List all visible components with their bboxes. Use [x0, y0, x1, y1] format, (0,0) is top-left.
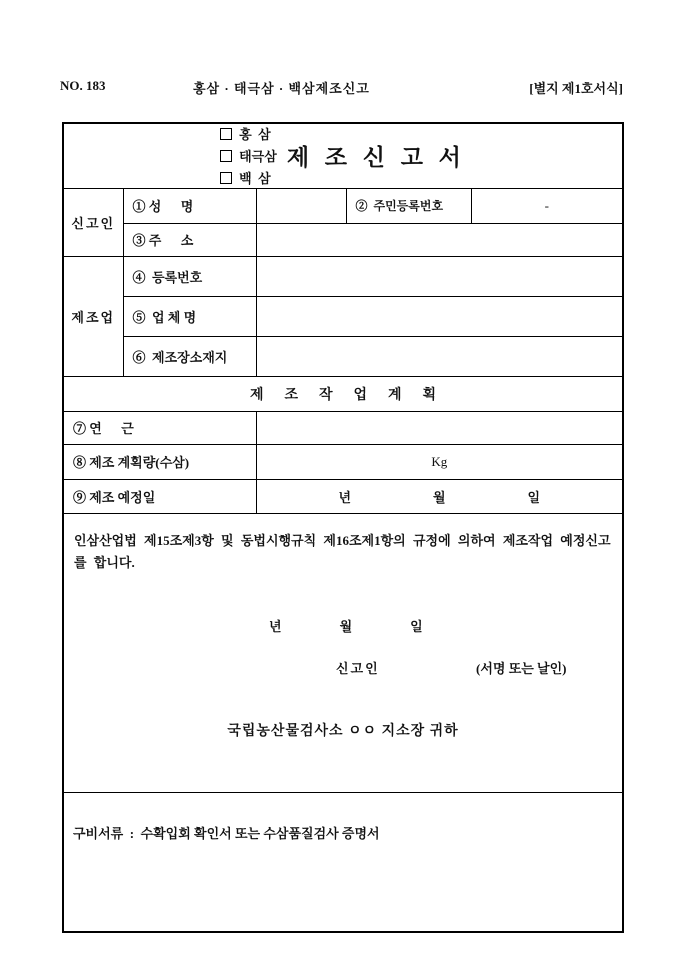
address-input-cell[interactable]: [256, 223, 623, 256]
declaration-day-unit: 일: [410, 618, 423, 634]
plan-section-header: 제 조 작 업 계 획: [63, 376, 623, 411]
name-label: ① 성 명: [123, 188, 256, 223]
factory-location-input-cell[interactable]: [256, 336, 623, 376]
signature-note: (서명 또는 날인): [476, 660, 567, 676]
planned-quantity-label: ⑧ 제조 계획량(수삼): [63, 444, 256, 479]
section-manufacturer: 제조업: [63, 256, 123, 376]
factory-location-label: ⑥ 제조장소재지: [123, 336, 256, 376]
taeguk-ginseng-label: 태극삼: [239, 149, 277, 165]
doc-number: NO. 183: [60, 78, 106, 93]
attachments-cell: [63, 792, 623, 932]
registration-number-input-cell[interactable]: [256, 256, 623, 296]
checkbox-row-red-ginseng: [220, 124, 277, 143]
scheduled-date-ymd: [257, 487, 623, 506]
red-ginseng-label: 홍 삼: [239, 127, 271, 143]
red-ginseng-checkbox[interactable]: [220, 128, 232, 140]
title-cell: [63, 123, 623, 188]
address-label: ③ 주 소: [123, 223, 256, 256]
document-header: [0, 78, 680, 96]
form-table: [62, 122, 624, 933]
taeguk-ginseng-checkbox[interactable]: [220, 150, 232, 162]
attachments-text: 구비서류 : 수확입회 확인서 또는 수삼품질검사 증명서: [73, 825, 380, 841]
company-name-label: ⑤ 업 체 명: [123, 296, 256, 336]
declaration-cell: [63, 513, 623, 792]
company-name-input-cell[interactable]: [256, 296, 623, 336]
year-unit: 년: [338, 489, 352, 505]
day-unit: 일: [527, 489, 541, 505]
registration-number-label: ④ 등록번호: [123, 256, 256, 296]
white-ginseng-label: 백 삼: [239, 171, 271, 187]
recipient-line: 국립농산물검사소 ㅇㅇ 지소장 귀하: [227, 723, 459, 739]
scheduled-date-label: ⑨ 제조 예정일: [63, 479, 256, 513]
scheduled-date-input-cell[interactable]: [256, 479, 623, 513]
declaration-year-unit: 년: [269, 618, 282, 634]
root-age-input-cell[interactable]: [256, 411, 623, 444]
form-title: 제 조 신 고 서: [286, 145, 466, 171]
declaration-month-unit: 월: [339, 618, 353, 634]
root-age-label: ⑦ 연 근: [63, 411, 256, 444]
checkbox-row-white-ginseng: [220, 168, 277, 187]
section-reporter: 신고인: [63, 188, 123, 256]
declaration-text: 인삼산업법 제15조제3항 및 동법시행규칙 제16조제1항의 규정에 의하여 제조작업 예정신고를 합니다.: [74, 532, 611, 571]
doc-header-title: 홍삼 · 태극삼 · 백삼제조신고: [193, 81, 370, 96]
rrn-input-cell[interactable]: -: [471, 188, 623, 223]
declarant-label: 신고인: [336, 660, 380, 676]
white-ginseng-checkbox[interactable]: [220, 172, 232, 184]
month-unit: 월: [432, 489, 446, 505]
checkbox-row-taeguk-ginseng: [220, 146, 277, 165]
planned-quantity-unit-cell[interactable]: Kg: [256, 444, 623, 479]
doc-reference: [별지 제1호서식]: [529, 81, 623, 96]
name-input-cell[interactable]: [256, 188, 346, 223]
declaration-date: [269, 616, 423, 635]
ginseng-type-checkboxes: [220, 124, 277, 187]
rrn-label: ② 주민등록번호: [346, 188, 471, 223]
